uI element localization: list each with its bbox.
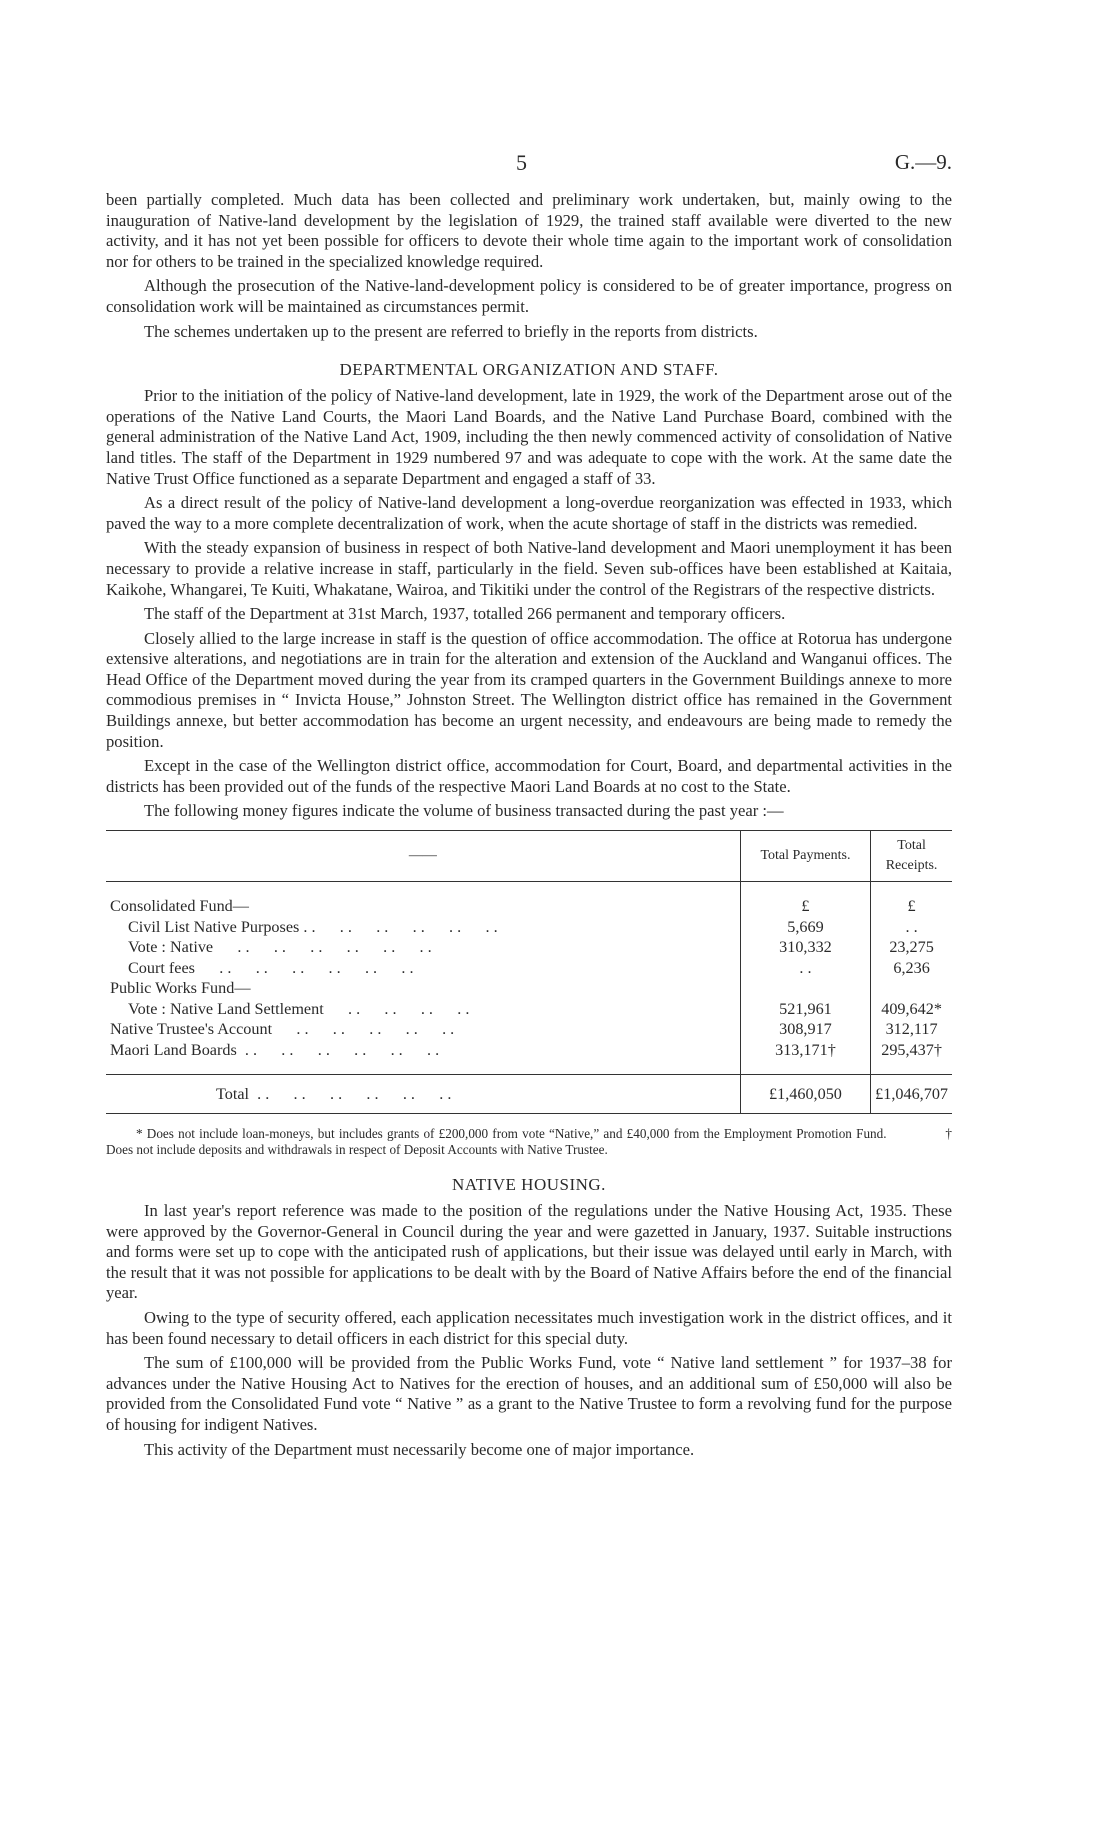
row-payments: 310,332 [740, 937, 870, 958]
row-label: Civil List Native Purposes [128, 917, 300, 936]
row-receipts: . . [905, 917, 918, 936]
row-receipts: £ [907, 897, 916, 916]
table-footnotes [106, 1126, 952, 1157]
row-label: Vote : Native Land Settlement [128, 999, 324, 1018]
table-header-payments: Total Payments. [740, 831, 870, 882]
org-paragraph-2: As a direct result of the policy of Native-land development a long-overdue reorganization was effected in 1933, which paved the way to a more complete decentralization of work, when the acute shortage of staff in the districts was remedied. [106, 493, 952, 533]
total-receipts: £1,046,707 [871, 1075, 952, 1114]
document-code: G.—9. [894, 150, 952, 174]
page-header [106, 150, 952, 190]
org-paragraph-1: Prior to the initiation of the policy of Native-land development, late in 1929, the work of the Department arose out of the operations of the Native Land Courts, the Maori Land Boards, and the Native Land Purchase Board, combined with the general administration of the Native Land Act, 1909, including the then newly commenced activity of consolidation of Native land titles. The staff of the Department in 1929 numbered 97 and was adequate to cope with the work. At the same date the Native Trust Office functioned as a separate Department and engaged a staff of 33. [106, 386, 952, 488]
housing-paragraph-2: Owing to the type of security offered, each application necessitates much investigation work in the district offices, and it has been found necessary to detail officers in each district for this special duty. [106, 1308, 952, 1348]
row-label: Court fees [128, 958, 195, 977]
document-page [106, 150, 952, 1464]
total-leaders: . . . . . . . . . . . . [249, 1084, 452, 1103]
money-table [106, 830, 952, 1114]
housing-paragraph-1: In last year's report reference was made to the position of the regulations under the Native Housing Act, 1935. These were approved by the Governor-General in Council during the year and were gazetted in January, 1937. Suitable instructions and forms were set up to cope with the anticipated rush of applications, but their issue was delayed until early in March, with the result that it was not possible for applications to be dealt with by the Board of Native Affairs before the end of the financial year. [106, 1201, 952, 1303]
table-row [106, 1019, 952, 1040]
row-label: Native Trustee's Account [110, 1020, 273, 1039]
row-receipts [871, 978, 952, 999]
row-payments: £ [740, 896, 870, 917]
table-row [106, 958, 952, 979]
intro-paragraph-1: been partially completed. Much data has been collected and preliminary work undertaken, but, mainly owing to the inauguration of Native-land development by the legislation of 1929, the trained staff available were diverted to the new activity, and it has not yet been possible for officers to devote their whole time again to the important work of consolidation nor for others to be trained in the specialized knowledge required. [106, 190, 952, 271]
row-payments: 521,961 [740, 999, 870, 1020]
row-receipts: 6,236 [893, 958, 930, 977]
row-payments: 313,171† [740, 1040, 870, 1061]
row-payments: 308,917 [740, 1019, 870, 1040]
org-paragraph-6: Except in the case of the Wellington district office, accommodation for Court, Board, and departmental activities in the districts has been provided out of the funds of the respective Maori Land Boards at no cost to the State. [106, 756, 952, 796]
table-row [106, 917, 952, 938]
row-label: Vote : Native [128, 938, 214, 957]
row-label: Public Works Fund— [110, 979, 251, 998]
page-number: 5 [516, 150, 527, 175]
section-heading-housing: NATIVE HOUSING. [452, 1175, 606, 1195]
org-paragraph-7: The following money figures indicate the volume of business transacted during the past year :— [144, 801, 784, 821]
row-payments: . . [740, 958, 870, 979]
org-paragraph-5: Closely allied to the large increase in staff is the question of office accommodation. The office at Rotorua has undergone extensive alterations, and negotiations are in train for the alteration and extension of the Auckland and Wanganui offices. The Head Office of the Department moved during the year from its cramped quarters in the Government Buildings annexe to more commodious premises in “ Invicta House,” Johnston Street. The Wellington district office has remained in the Government Buildings annexe, but better accommodation has become an urgent necessity, and endeavours are being made to remedy the position. [106, 628, 952, 751]
table-total-row [106, 1075, 952, 1114]
org-paragraph-3: With the steady expansion of business in respect of both Native-land development and Maori unemployment it has been necessary to provide a relative increase in staff, particularly in the field. Seven sub-offices have been established at Kaitaia, Kaikohe, Whangarei, Te Kuiti, Whakatane, Wairoa, and Tikitiki under the control of the Registrars of the respective districts. [106, 538, 952, 599]
housing-paragraph-3: The sum of £100,000 will be provided from the Public Works Fund, vote “ Native land settlement ” for 1937–38 for advances under the Native Housing Act to Natives for the erection of houses, and an additional sum of £50,000 will also be provided from the Consolidated Fund vote “ Native ” as a grant to the Native Trustee to form a revolving fund for the purpose of housing for indigent Natives. [106, 1353, 952, 1434]
table-header-row [106, 831, 952, 882]
row-leaders: . . . . . . . . [323, 999, 470, 1018]
row-payments [740, 978, 870, 999]
total-payments: £1,460,050 [740, 1075, 870, 1114]
total-label: Total [216, 1084, 250, 1103]
housing-paragraph-4: This activity of the Department must necessarily become one of major importance. [144, 1439, 695, 1459]
footnote-star: * Does not include loan-moneys, but includes grants of £200,000 from vote “Native,” and £40,000 from the Employment Promotion Fund. [136, 1126, 887, 1142]
table-header-blank: —— [106, 831, 740, 882]
row-label: Consolidated Fund— [110, 897, 249, 916]
row-receipts: 312,117 [885, 1020, 938, 1039]
row-receipts: 23,275 [889, 938, 934, 957]
row-leaders: . . . . . . . . . . . . [299, 917, 498, 936]
table-row [106, 1040, 952, 1061]
row-payments: 5,669 [740, 917, 870, 938]
table-header-receipts: Total Receipts. [871, 831, 952, 882]
row-leaders: . . . . . . . . . . [272, 1020, 455, 1039]
table-row [106, 978, 952, 999]
row-leaders: . . . . . . . . . . . . [213, 938, 432, 957]
intro-paragraph-2: Although the prosecution of the Native-land-development policy is considered to be of greater importance, progress on consolidation work will be maintained as circumstances permit. [106, 276, 952, 316]
row-leaders: . . . . . . . . . . . . [236, 1040, 440, 1059]
org-paragraph-4: The staff of the Department at 31st March, 1937, totalled 266 permanent and temporary officers. [144, 604, 786, 624]
table-row [106, 999, 952, 1020]
row-receipts: 409,642* [881, 999, 942, 1018]
row-receipts: 295,437† [881, 1040, 942, 1059]
footnote-dagger: † Does not include deposits and withdrawals in respect of Deposit Accounts with Native Trustee. [106, 1126, 953, 1157]
table-row [106, 896, 952, 917]
row-leaders: . . . . . . . . . . . . [194, 958, 414, 977]
table-row [106, 937, 952, 958]
section-heading-organization: DEPARTMENTAL ORGANIZATION AND STAFF. [339, 360, 719, 380]
intro-paragraph-3: The schemes undertaken up to the present are referred to briefly in the reports from districts. [144, 321, 758, 341]
row-label: Maori Land Boards [110, 1040, 237, 1059]
